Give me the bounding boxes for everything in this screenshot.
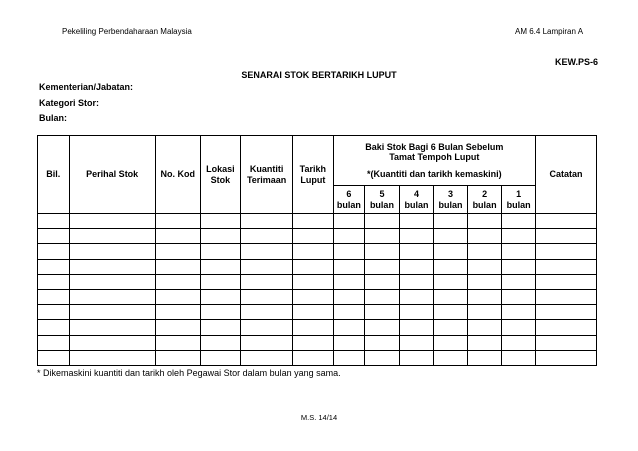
table-cell [241,305,293,320]
table-cell [434,350,468,365]
table-cell [467,320,502,335]
document-title: SENARAI STOK BERTARIKH LUPUT [241,70,397,80]
table-cell [502,229,536,244]
table-cell [293,274,334,289]
table-cell [38,244,70,259]
table-cell [365,335,400,350]
header-appendix-ref: AM 6.4 Lampiran A [515,27,584,36]
footnote: * Dikemaskini kuantiti dan tarikh oleh Pegawai Stor dalam bulan yang sama. [37,368,341,378]
col-header-month-5: 5 bulan [365,186,400,214]
table-cell [38,229,70,244]
table-cell [399,274,434,289]
table-cell [333,320,365,335]
table-cell [399,335,434,350]
table-cell [399,320,434,335]
table-row [38,335,597,350]
table-cell [333,335,365,350]
table-cell [293,335,334,350]
table-cell [38,274,70,289]
table-row [38,244,597,259]
table-cell [333,305,365,320]
col-header-tarikh: Tarikh Luput [293,136,334,214]
table-cell [434,274,468,289]
table-cell [502,289,536,304]
table-cell [535,229,596,244]
table-cell [365,274,400,289]
table-cell [155,259,200,274]
table-row [38,350,597,365]
table-cell [434,289,468,304]
table-row [38,305,597,320]
table-cell [200,244,241,259]
table-cell [69,289,155,304]
table-cell [365,214,400,229]
table-cell [200,320,241,335]
table-cell [69,335,155,350]
table-cell [293,320,334,335]
table-cell [333,244,365,259]
table-cell [293,305,334,320]
table-cell [434,214,468,229]
table-cell [365,305,400,320]
table-cell [241,335,293,350]
col-header-perihal: Perihal Stok [69,136,155,214]
table-cell [535,289,596,304]
table-cell [241,244,293,259]
col-header-nokod: No. Kod [155,136,200,214]
header-circular-name: Pekeliling Perbendaharaan Malaysia [62,27,192,36]
table-cell [467,289,502,304]
baki-title: Baki Stok Bagi 6 Bulan Sebelum Tamat Tempoh Luput [365,141,504,163]
table-cell [241,214,293,229]
table-cell [293,289,334,304]
table-row [38,274,597,289]
table-cell [535,214,596,229]
table-body [38,214,597,366]
col-header-bil: Bil. [38,136,70,214]
table-cell [38,320,70,335]
table-cell [502,320,536,335]
table-cell [535,244,596,259]
table-cell [535,305,596,320]
table-cell [155,289,200,304]
table-cell [293,229,334,244]
table-cell [200,274,241,289]
table-cell [293,244,334,259]
table-cell [365,259,400,274]
table-cell [467,350,502,365]
table-cell [434,320,468,335]
col-header-month-2: 2 bulan [467,186,502,214]
table-cell [399,350,434,365]
table-row [38,259,597,274]
table-cell [399,289,434,304]
table-cell [200,214,241,229]
table-cell [535,274,596,289]
table-cell [467,214,502,229]
col-header-lokasi: Lokasi Stok [200,136,241,214]
table-cell [155,274,200,289]
table-cell [467,244,502,259]
table-cell [241,229,293,244]
table-cell [467,305,502,320]
table-cell [399,229,434,244]
table-cell [155,350,200,365]
field-bulan-label: Bulan: [39,113,67,123]
page-number: M.S. 14/14 [300,413,338,422]
table-cell [399,305,434,320]
col-header-catatan: Catatan [535,136,596,214]
table-cell [69,259,155,274]
table-cell [155,320,200,335]
table-cell [293,350,334,365]
form-code: KEW.PS-6 [554,57,598,67]
table-cell [365,244,400,259]
table-cell [155,335,200,350]
table-cell [365,350,400,365]
table-cell [241,320,293,335]
table-cell [38,350,70,365]
table-cell [200,350,241,365]
table-cell [434,335,468,350]
col-header-month-4: 4 bulan [399,186,434,214]
table-cell [434,305,468,320]
table-cell [69,305,155,320]
table-cell [399,214,434,229]
table-cell [155,244,200,259]
table-cell [38,335,70,350]
table-cell [241,274,293,289]
table-cell [535,259,596,274]
table-cell [38,259,70,274]
table-cell [69,214,155,229]
table-cell [502,335,536,350]
table-cell [200,259,241,274]
table-cell [365,320,400,335]
table-cell [467,274,502,289]
col-header-month-1: 1 bulan [502,186,536,214]
field-kementerian-label: Kementerian/Jabatan: [39,82,134,92]
table-cell [467,335,502,350]
table-cell [241,289,293,304]
table-cell [155,214,200,229]
table-cell [502,259,536,274]
table-cell [333,350,365,365]
table-cell [69,350,155,365]
table-cell [365,229,400,244]
table-cell [200,289,241,304]
table-cell [333,229,365,244]
table-cell [467,229,502,244]
table-cell [241,350,293,365]
table-cell [333,214,365,229]
table-cell [69,274,155,289]
table-cell [434,259,468,274]
col-header-month-3: 3 bulan [434,186,468,214]
table-cell [333,274,365,289]
table-cell [200,335,241,350]
table-cell [69,229,155,244]
table-cell [502,214,536,229]
table-cell [293,214,334,229]
table-cell [155,305,200,320]
table-cell [502,350,536,365]
table-cell [241,259,293,274]
table-row [38,320,597,335]
table-cell [502,305,536,320]
table-cell [467,259,502,274]
table-cell [200,229,241,244]
table-cell [333,259,365,274]
table-row [38,229,597,244]
table-row [38,289,597,304]
table-cell [434,229,468,244]
baki-note: *(Kuantiti dan tarikh kemaskini) [367,168,502,179]
table-cell [502,274,536,289]
table-row [38,214,597,229]
table-cell [365,289,400,304]
table-cell [38,305,70,320]
col-header-month-6: 6 bulan [333,186,365,214]
table-cell [434,244,468,259]
table-cell [38,289,70,304]
table-cell [502,244,536,259]
table-cell [399,244,434,259]
table-cell [535,350,596,365]
table-cell [293,259,334,274]
table-cell [535,320,596,335]
table-cell [535,335,596,350]
col-header-baki-group [333,136,535,186]
table-cell [69,244,155,259]
table-cell [399,259,434,274]
stock-expiry-table [37,135,597,366]
table-cell [38,214,70,229]
table-cell [200,305,241,320]
field-kategori-label: Kategori Stor: [39,98,100,108]
table-cell [333,289,365,304]
table-cell [155,229,200,244]
col-header-kuantiti: Kuantiti Terimaan [241,136,293,214]
table-cell [69,320,155,335]
